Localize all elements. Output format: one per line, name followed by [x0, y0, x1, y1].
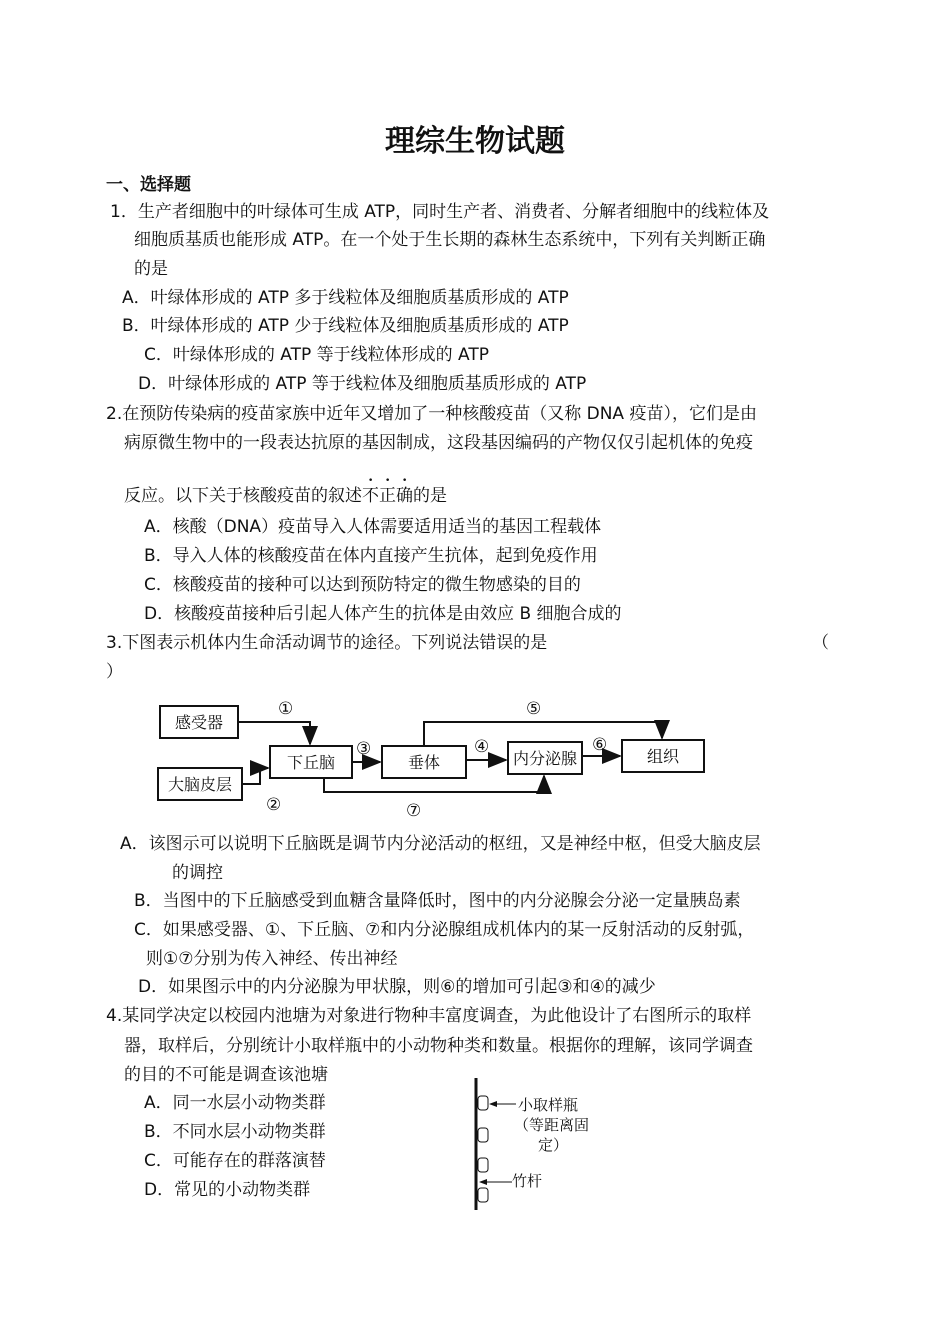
regulation-pathway-diagram — [152, 688, 712, 828]
q2-option-d: D．核酸疫苗接种后引起人体产生的抗体是由效应 B 细胞合成的 — [144, 604, 622, 624]
label-2: ② — [266, 795, 282, 815]
label-6: ⑥ — [592, 735, 608, 755]
q3-option-a-line2: 的调控 — [172, 863, 223, 883]
q1-stem-line2: 细胞质基质也能形成 ATP。在一个处于生长期的森林生态系统中，下列有关判断正确 — [134, 230, 766, 250]
q2-option-b: B．导入人体的核酸疫苗在体内直接产生抗体，起到免疫作用 — [144, 546, 598, 566]
q1-stem-line3: 的是 — [134, 259, 168, 279]
sample-bottle-note-line2: 定） — [538, 1136, 569, 1154]
q3-option-d: D．如果图示中的内分泌腺为甲状腺，则⑥的增加可引起③和④的减少 — [138, 977, 656, 997]
q3-option-c-line2: 则①⑦分别为传入神经、传出神经 — [146, 949, 398, 969]
sample-bottle-label: 小取样瓶 — [518, 1096, 579, 1114]
q3-answer-paren-open: （ — [812, 633, 829, 653]
q4-option-a: A．同一水层小动物类群 — [144, 1093, 326, 1113]
q1-option-a: A．叶绿体形成的 ATP 多于线粒体及细胞质基质形成的 ATP — [122, 288, 569, 308]
arrow-2 — [242, 768, 268, 784]
sample-bottle-note-line1: （等距离固 — [514, 1116, 590, 1134]
label-3: ③ — [356, 739, 372, 759]
sample-bottle — [478, 1096, 488, 1110]
tissue-label: 组织 — [646, 747, 680, 766]
q3-option-a-line1: A．该图示可以说明下丘脑既是调节内分泌活动的枢纽，又是神经中枢，但受大脑皮层 — [120, 834, 761, 854]
sample-bottle — [478, 1128, 488, 1142]
page-title: 理综生物试题 — [385, 124, 565, 159]
q4-option-d: D．常见的小动物类群 — [144, 1180, 311, 1200]
q4-stem-line3: 的目的不可能是调查该池塘 — [124, 1065, 328, 1085]
q2-stem-emphasis: 不正确 — [362, 486, 413, 506]
q2-option-a: A．核酸（DNA）疫苗导入人体需要适用适当的基因工程载体 — [144, 517, 602, 537]
q4-stem-line2: 器，取样后，分别统计小取样瓶中的小动物种类和数量。根据你的理解，该同学调查 — [124, 1036, 753, 1056]
section-heading: 一、选择题 — [106, 175, 191, 195]
q3-stem: 3.下图表示机体内生命活动调节的途径。下列说法错误的是 — [106, 633, 548, 653]
q4-option-c: C．可能存在的群落演替 — [144, 1151, 326, 1171]
label-7: ⑦ — [406, 801, 422, 821]
q2-stem-line3-pre: 反应。以下关于核酸疫苗的叙述 — [124, 486, 362, 506]
q2-stem-line1: 2.在预防传染病的疫苗家族中近年又增加了一种核酸疫苗（又称 DNA 疫苗），它们是由 — [106, 404, 757, 424]
q1-option-c: C．叶绿体形成的 ATP 等于线粒体形成的 ATP — [144, 345, 489, 365]
label-4: ④ — [474, 737, 490, 757]
pituitary-label: 垂体 — [407, 753, 441, 772]
bamboo-pole-label: 竹杆 — [512, 1172, 543, 1190]
arrow-1 — [238, 722, 310, 744]
q4-option-b: B．不同水层小动物类群 — [144, 1122, 326, 1142]
endocrine-gland-label: 内分泌腺 — [512, 749, 578, 768]
cerebral-cortex-label: 大脑皮层 — [167, 775, 233, 794]
q2-option-c: C．核酸疫苗的接种可以达到预防特定的微生物感染的目的 — [144, 575, 581, 595]
label-5: ⑤ — [526, 699, 542, 719]
q2-stem-line3-post: 的是 — [413, 486, 447, 506]
q3-option-c-line1: C．如果感受器、①、下丘脑、⑦和内分泌腺组成机体内的某一反射活动的反射弧， — [134, 920, 755, 940]
q1-stem-line1: 1．生产者细胞中的叶绿体可生成 ATP，同时生产者、消费者、分解者细胞中的线粒体及 — [110, 202, 770, 222]
q3-option-b: B．当图中的下丘脑感受到血糖含量降低时，图中的内分泌腺会分泌一定量胰岛素 — [134, 891, 741, 911]
sample-bottle — [478, 1188, 488, 1202]
sample-bottle — [478, 1158, 488, 1172]
q3-answer-paren-close: ） — [106, 662, 123, 682]
q2-stem-line3 — [124, 476, 447, 507]
q4-stem-line1: 4.某同学决定以校园内池塘为对象进行物种丰富度调查，为此他设计了右图所示的取样 — [106, 1006, 752, 1026]
q1-option-d: D．叶绿体形成的 ATP 等于线粒体及细胞质基质形成的 ATP — [138, 374, 587, 394]
q1-option-b: B．叶绿体形成的 ATP 少于线粒体及细胞质基质形成的 ATP — [122, 316, 569, 336]
hypothalamus-label: 下丘脑 — [286, 753, 336, 772]
q2-stem-line2: 病原微生物中的一段表达抗原的基因制成，这段基因编码的产物仅仅引起机体的免疫 — [124, 433, 753, 453]
sampler-diagram — [462, 1074, 622, 1214]
label-1: ① — [278, 699, 294, 719]
receptor-label: 感受器 — [174, 713, 224, 732]
